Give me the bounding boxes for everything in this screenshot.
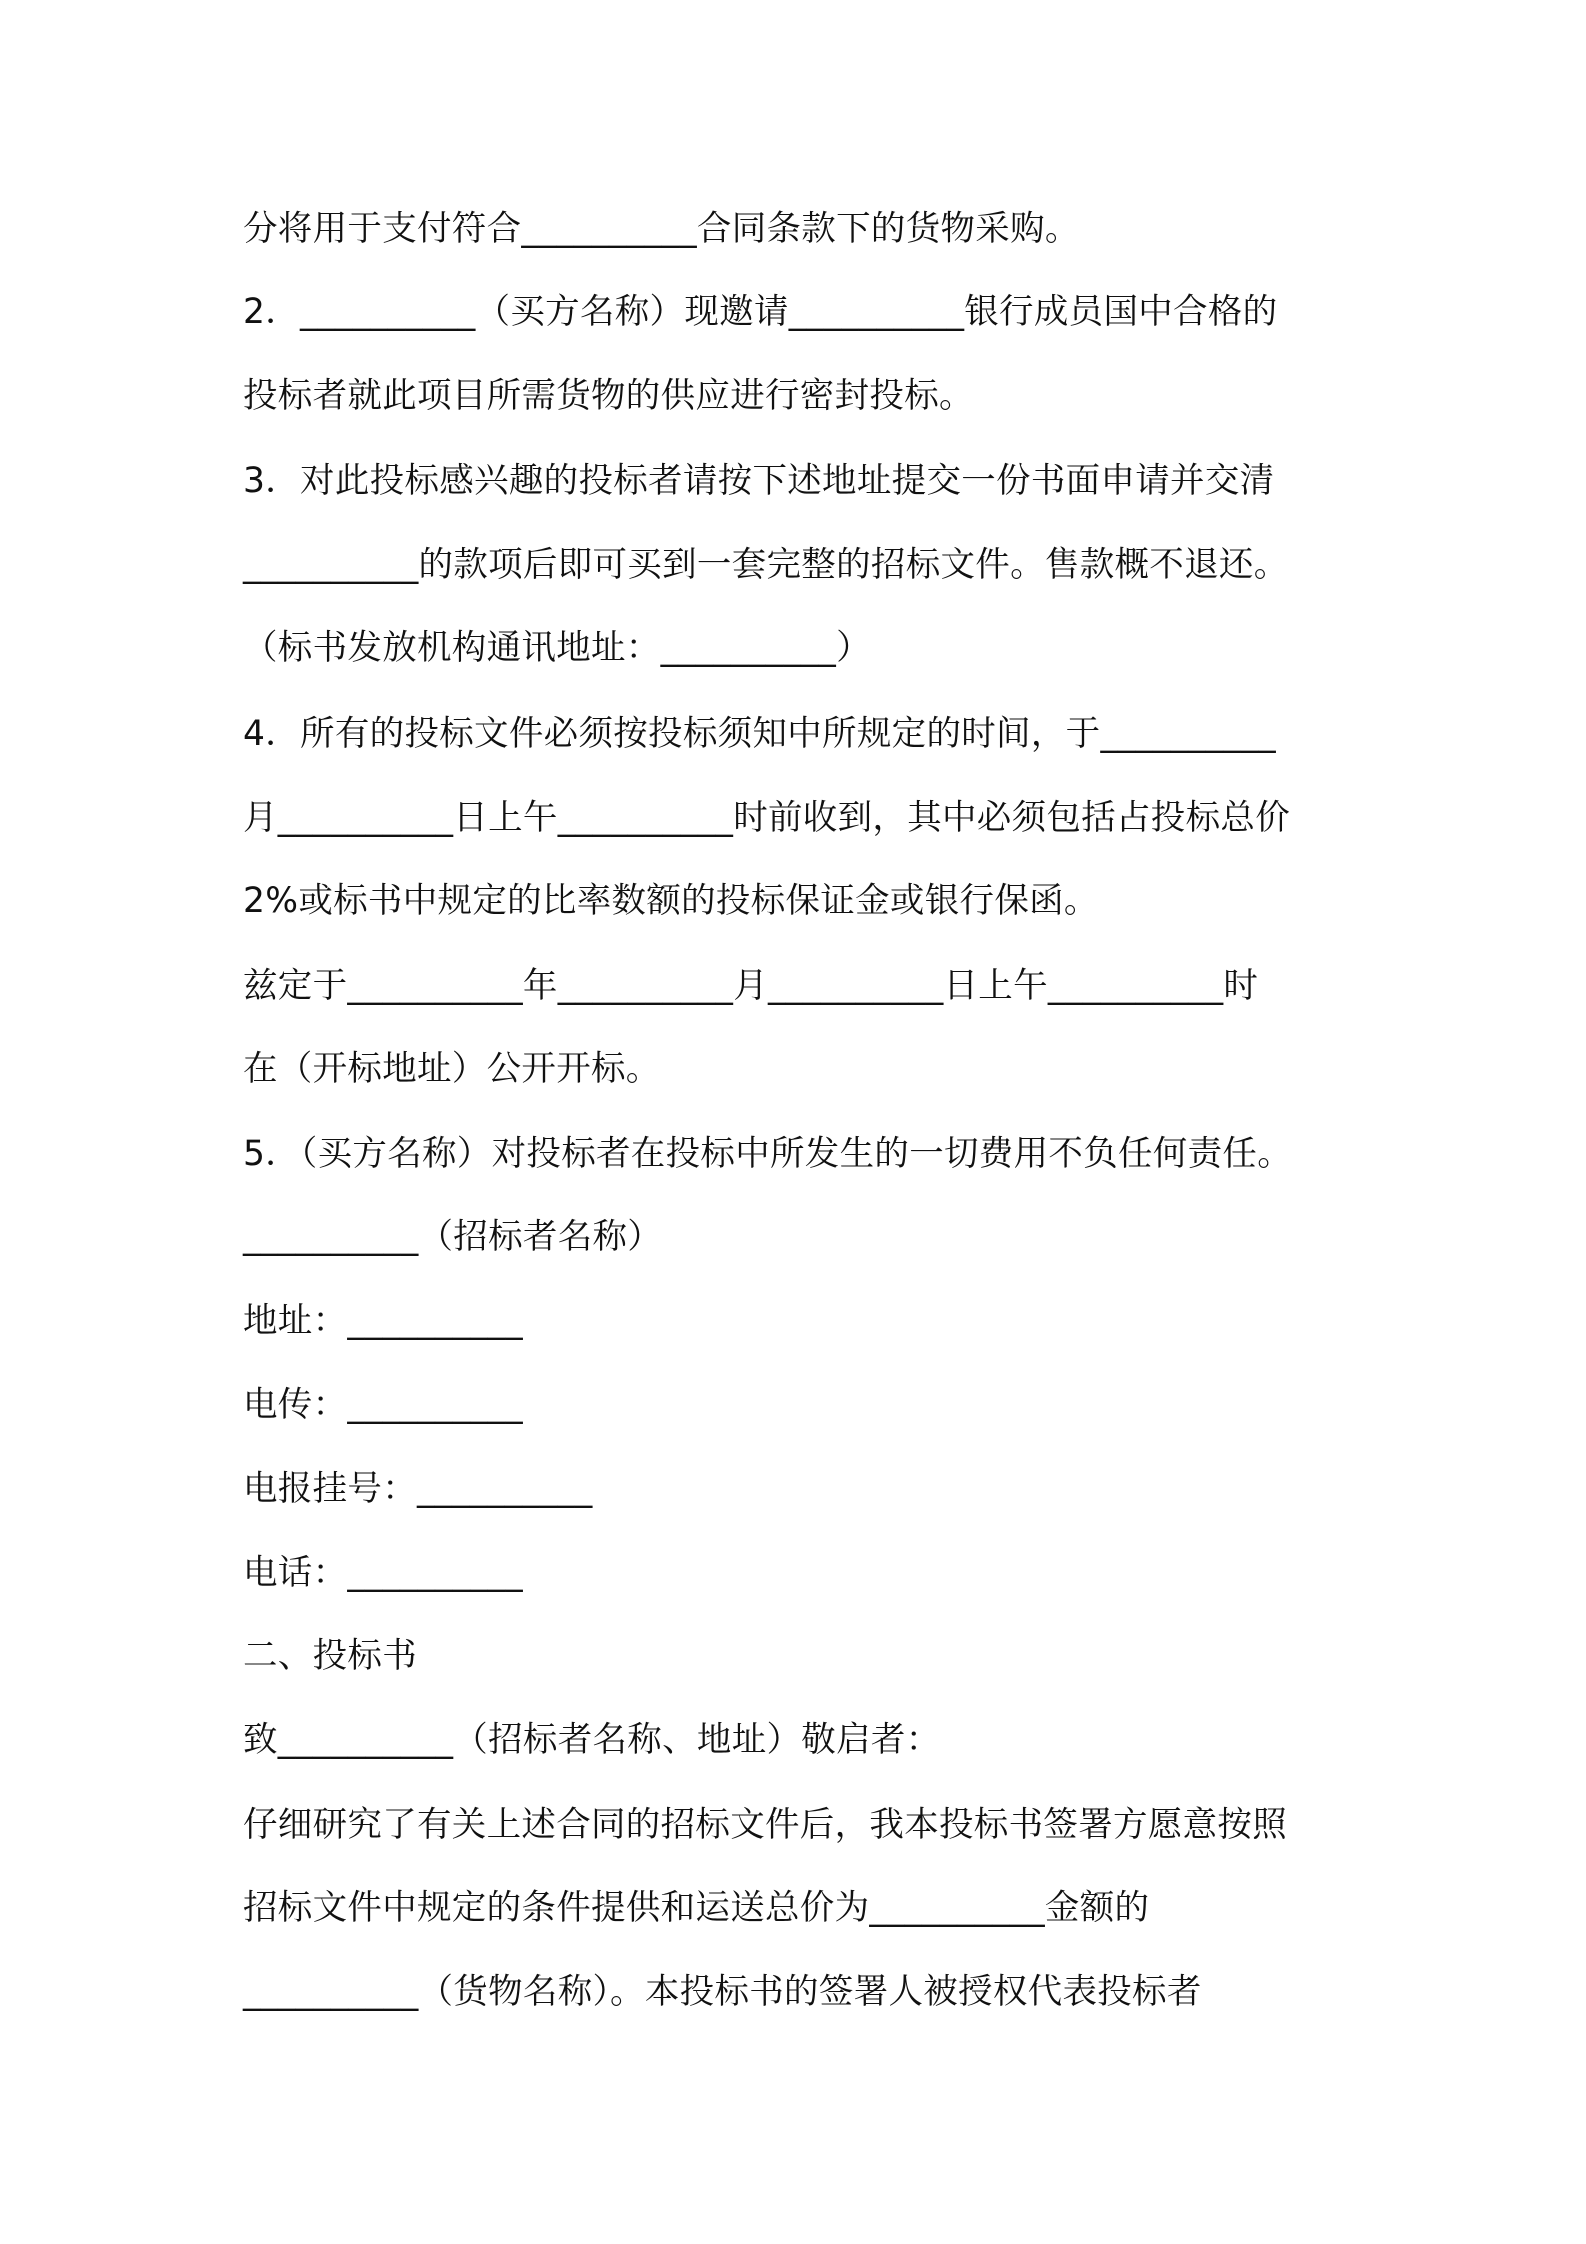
text-line: 地址：__________ — [243, 1301, 523, 1341]
text-line: 投标者就此项目所需货物的供应进行密封投标。 — [243, 376, 974, 416]
text-line: 5．（买方名称）对投标者在投标中所发生的一切费用不负任何责任。 — [243, 1134, 1292, 1174]
text-line: __________的款项后即可买到一套完整的招标文件。售款概不退还。 — [243, 545, 1289, 585]
text-line: 仔细研究了有关上述合同的招标文件后，我本投标书签署方愿意按照 — [243, 1805, 1287, 1845]
text-line: 4．所有的投标文件必须按投标须知中所规定的时间，于__________ — [243, 714, 1276, 754]
text-line: 兹定于__________年__________月__________日上午__________时 — [243, 966, 1259, 1006]
text-line: 电话：__________ — [243, 1553, 523, 1593]
text-line: 在（开标地址）公开开标。 — [243, 1049, 661, 1089]
text-line: （标书发放机构通讯地址：__________） — [243, 628, 871, 668]
text-line: 2．__________（买方名称）现邀请__________银行成员国中合格的 — [243, 292, 1278, 332]
text-line: 招标文件中规定的条件提供和运送总价为__________金额的 — [243, 1888, 1150, 1928]
text-line: 月__________日上午__________时前收到，其中必须包括占投标总价 — [243, 798, 1290, 838]
text-line: 分将用于支付符合__________合同条款下的货物采购。 — [243, 209, 1080, 249]
text-line: __________（货物名称）。本投标书的签署人被授权代表投标者 — [243, 1972, 1202, 2012]
text-line: 电传：__________ — [243, 1385, 523, 1425]
text-line: 2%或标书中规定的比率数额的投标保证金或银行保函。 — [243, 881, 1099, 921]
text-line: 电报挂号：__________ — [243, 1469, 593, 1509]
text-line: 3．对此投标感兴趣的投标者请按下述地址提交一份书面申请并交清 — [243, 461, 1275, 501]
section-heading: 二、投标书 — [243, 1636, 417, 1676]
text-line: 致__________（招标者名称、地址）敬启者： — [243, 1720, 941, 1760]
text-line: __________（招标者名称） — [243, 1217, 663, 1257]
